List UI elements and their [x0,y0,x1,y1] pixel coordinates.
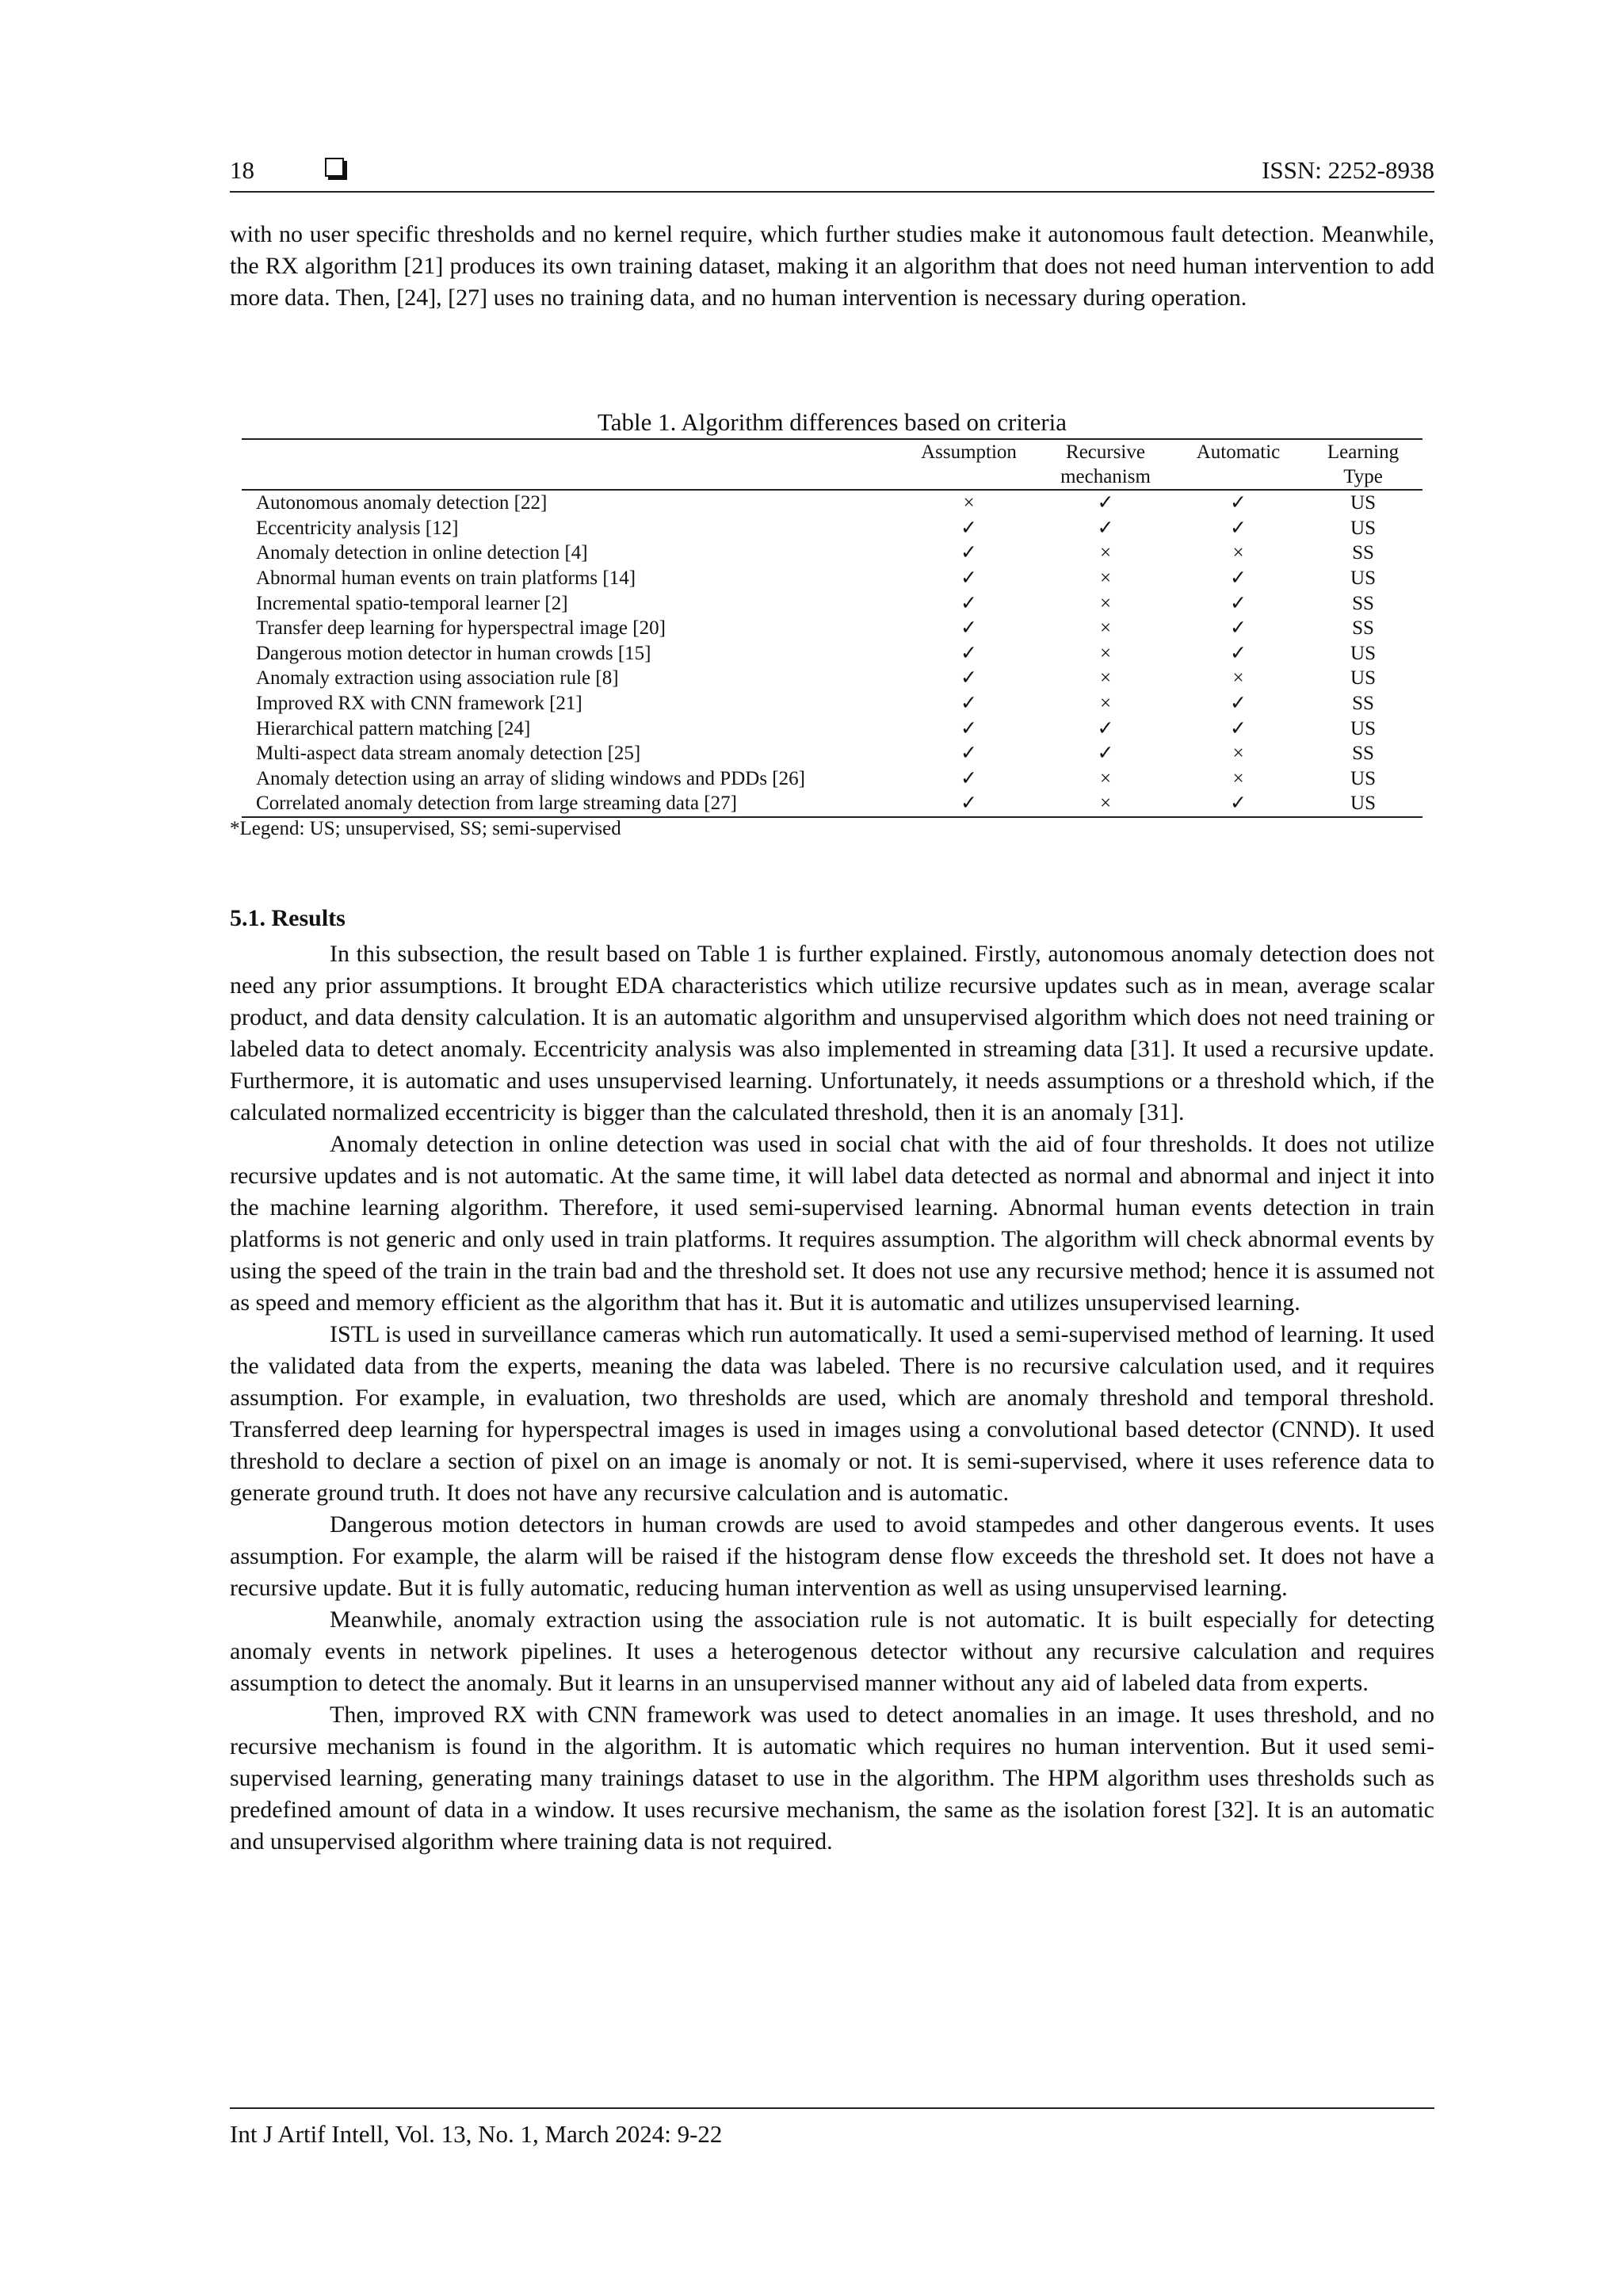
table-body [242,490,1423,817]
criteria-cell: ✓ [1097,517,1114,539]
criteria-cell: US [1350,492,1376,514]
criteria-cell: ✓ [1230,567,1247,590]
page-number: 18 [230,156,254,184]
table-row [242,741,1423,766]
criteria-cell: SS [1352,542,1374,564]
criteria-cell: × [1038,791,1173,817]
column-header: Automatic [1173,439,1304,490]
criteria-cell: ✓ [1230,517,1247,539]
square-box-icon [325,158,344,177]
criteria-cell: ✓ [1097,743,1114,765]
criteria-cell: ✓ [960,542,977,564]
table-row [242,791,1423,817]
criteria-cell: ✓ [960,743,977,765]
criteria-cell: ✓ [960,717,977,739]
criteria-cell: × [1099,693,1112,715]
results-body [230,938,1434,1858]
algorithm-name-cell: Hierarchical pattern matching [24] [256,717,531,739]
criteria-cell: ✓ [1230,693,1247,715]
criteria-cell: US [1350,642,1376,664]
column-header: Learning Type [1304,439,1423,490]
table-caption: Table 1. Algorithm differences based on criteria [597,408,1067,436]
criteria-cell: US [1350,717,1376,739]
algorithm-name-cell: Abnormal human events on train platforms [14] [256,567,636,590]
criteria-cell: ✓ [960,517,977,539]
criteria-cell: US [1304,791,1423,817]
results-paragraph: Anomaly detection in online detection was used in social chat with the aid of four thresholds. It does not utilize recursive updates and is not automatic. At the same time, it will label data detected as normal and abnormal and inject it into the machine learning algorithm. Therefore, it used semi-supervised learning. Abnormal human events detection in train platforms is not generic and only used in train platforms. It requires assumption. The algorithm will check abnormal events by using the speed of the train in the train bad and the threshold set. It does not use any recursive method; hence it is assumed not as speed and memory efficient as the algorithm that has it. But it is automatic and utilizes unsupervised learning. [230,1131,1434,1316]
section-heading: 5.1. Results [230,905,346,931]
page-header [230,156,1434,193]
algorithm-name-cell: Anomaly detection in online detection [4] [256,542,588,564]
algorithm-name-cell: Dangerous motion detector in human crowds [15] [256,642,651,664]
table-legend: *Legend: US; unsupervised, SS; semi-supervised [230,818,621,839]
criteria-cell: ✓ [899,791,1038,817]
criteria-cell: ✓ [1230,642,1247,664]
table-row [242,566,1423,591]
table-row [242,590,1423,616]
criteria-cell: × [1232,767,1244,789]
algorithm-name-cell: Anomaly extraction using association rule [8] [256,667,619,690]
table-row [242,766,1423,792]
results-paragraph: In this subsection, the result based on Table 1 is further explained. Firstly, autonomous anomaly detection does not need any prior assumptions. It brought EDA characteristics which utilize recursive updates such as in mean, average scalar product, and data density calculation. It is an automatic algorithm and unsupervised algorithm which does not need training or labeled data to detect anomaly. Eccentricity analysis was also implemented in streaming data [31]. It used a recursive update. Furthermore, it is automatic and uses unsupervised learning. Unfortunately, it needs assumptions or a threshold which, if the calculated normalized eccentricity is bigger than the calculated threshold, then it is an anomaly [31]. [230,941,1434,1125]
criteria-cell: × [1099,667,1112,690]
criteria-cell: ✓ [960,567,977,590]
criteria-cell: ✓ [960,667,977,690]
criteria-cell: ✓ [1173,791,1304,817]
criteria-cell: × [1099,567,1112,590]
criteria-cell: ✓ [960,617,977,640]
algorithm-name-cell: Transfer deep learning for hyperspectral image [20] [256,617,666,640]
algorithm-name-cell: Autonomous anomaly detection [22] [256,492,548,514]
algorithm-name-cell: Multi-aspect data stream anomaly detection [25] [256,743,641,765]
algorithm-name-cell: Incremental spatio-temporal learner [2] [256,592,568,614]
criteria-cell: ✓ [960,767,977,789]
criteria-cell: ✓ [1097,717,1114,739]
table-row [242,691,1423,716]
criteria-cell: ✓ [1230,717,1247,739]
criteria-cell: SS [1352,743,1374,765]
results-paragraph: Meanwhile, anomaly extraction using the association rule is not automatic. It is built especially for detecting anomaly events in network pipelines. It uses a heterogenous detector without any recursive calculation and requires assumption to detect the anomaly. But it learns in an unsupervised manner without any aid of labeled data from experts. [230,1606,1434,1696]
criteria-cell: × [1232,542,1244,564]
table-row [242,541,1423,566]
intro-paragraph: with no user specific thresholds and no kernel require, which further studies make it autonomous fault detection. Meanwhile, the RX algorithm [21] produces its own training dataset, making it an algorithm that does not need human intervention to add more data. Then, [24], [27] uses no training data, and no human intervention is necessary during operation. [230,221,1434,311]
column-header: Recursive mechanism [1038,439,1173,490]
results-paragraph: Then, improved RX with CNN framework was used to detect anomalies in an image. It uses threshold, and no recursive mechanism is found in the algorithm. It is automatic which requires no human intervention. But it used semi-supervised learning, generating many trainings dataset to use in the algorithm. The HPM algorithm uses thresholds such as predefined amount of data in a window. It uses recursive mechanism, the same as the isolation forest [32]. It is an automatic and unsupervised algorithm where training data is not required. [230,1702,1434,1855]
criteria-cell: ✓ [960,693,977,715]
criteria-cell: US [1350,767,1376,789]
algorithm-name-cell: Anomaly detection using an array of sliding windows and PDDs [26] [256,767,805,789]
table-row [242,666,1423,691]
table-header-row [242,439,1423,490]
criteria-cell: SS [1352,693,1374,715]
criteria-table [242,438,1423,818]
criteria-cell: × [1099,642,1112,664]
table-row [242,616,1423,641]
column-header: Assumption [899,439,1038,490]
journal-citation: Int J Artif Intell, Vol. 13, No. 1, March 2024: 9-22 [230,2120,723,2148]
criteria-cell: ✓ [960,642,977,664]
criteria-cell: SS [1352,617,1374,640]
table-row [242,516,1423,541]
page-footer [230,2107,1434,2149]
criteria-cell: ✓ [1230,592,1247,614]
criteria-cell: × [1232,743,1244,765]
algorithm-name-cell: Correlated anomaly detection from large streaming data [27] [242,791,899,817]
algorithm-name-cell: Eccentricity analysis [12] [256,517,459,539]
criteria-cell: US [1350,667,1376,690]
criteria-cell: ✓ [1230,492,1247,514]
criteria-cell: × [963,492,975,514]
issn-label: ISSN: 2252-8938 [1262,156,1434,184]
table-row [242,490,1423,516]
criteria-cell: × [1099,592,1112,614]
criteria-cell: US [1350,517,1376,539]
criteria-cell: ✓ [1230,617,1247,640]
criteria-cell: SS [1352,592,1374,614]
results-paragraph: ISTL is used in surveillance cameras which run automatically. It used a semi-supervised method of learning. It used the validated data from the experts, meaning the data was labeled. There is no recursive calculation used, and it requires assumption. For example, in evaluation, two thresholds are used, which are anomaly threshold and temporal threshold. Transferred deep learning for hyperspectral images is used in images using a convolutional based detector (CNND). It used threshold to declare a section of pixel on an image is anomaly or not. It is semi-supervised, where it uses reference data to generate ground truth. It does not have any recursive calculation and is automatic. [230,1321,1434,1506]
criteria-cell: × [1099,542,1112,564]
results-paragraph: Dangerous motion detectors in human crowds are used to avoid stampedes and other dangerous events. It uses assumption. For example, the alarm will be raised if the histogram dense flow exceeds the threshold set. It does not have a recursive update. But it is fully automatic, reducing human intervention as well as using unsupervised learning. [230,1511,1434,1601]
criteria-cell: × [1232,667,1244,690]
criteria-cell: ✓ [1097,492,1114,514]
table-row [242,641,1423,667]
criteria-cell: US [1350,567,1376,590]
algorithm-name-cell: Improved RX with CNN framework [21] [256,693,582,715]
criteria-cell: ✓ [960,592,977,614]
column-header [242,439,899,490]
table-row [242,716,1423,741]
criteria-cell: × [1099,767,1112,789]
criteria-cell: × [1099,617,1112,640]
